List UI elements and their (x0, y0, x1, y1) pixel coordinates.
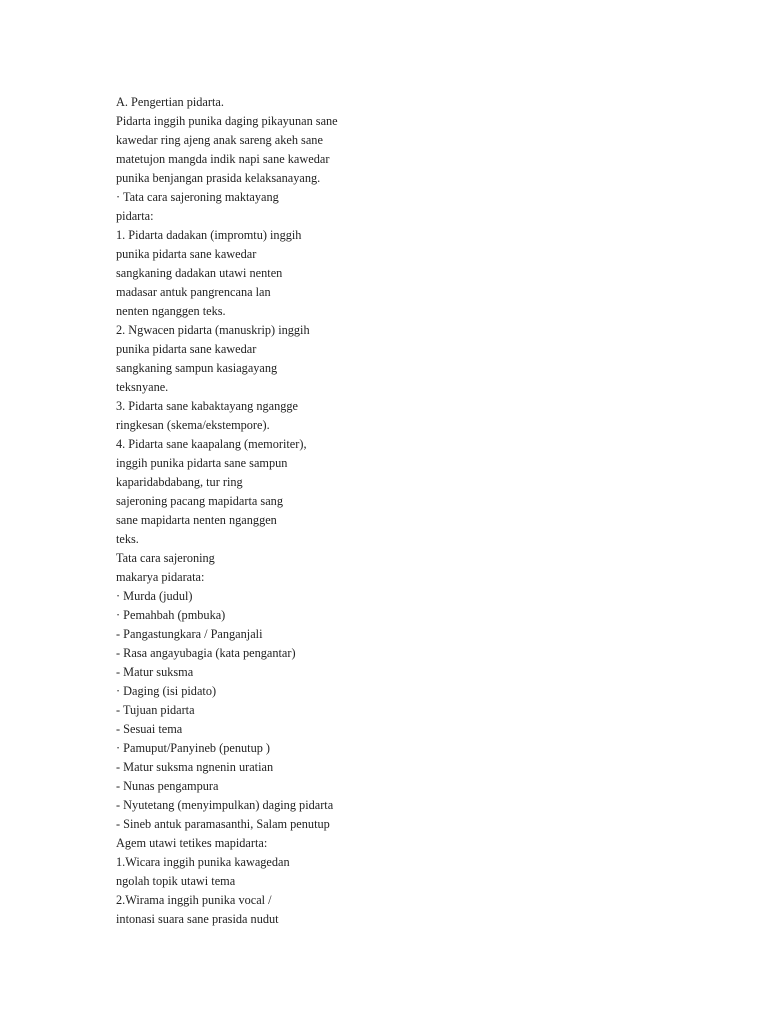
text-line: kawedar ring ajeng anak sareng akeh sane (116, 133, 323, 147)
text-line: - Sineb antuk paramasanthi, Salam penutup (116, 817, 330, 831)
text-line: sajeroning pacang mapidarta sang (116, 494, 283, 508)
text-line: sane mapidarta nenten nganggen (116, 513, 277, 527)
text-line: sangkaning dadakan utawi nenten (116, 266, 283, 280)
text-line: - Nunas pengampura (116, 779, 219, 793)
text-line: ringkesan (skema/ekstempore). (116, 418, 270, 432)
text-line: sangkaning sampun kasiagayang (116, 361, 278, 375)
text-line: A. Pengertian pidarta. (116, 95, 224, 109)
text-line: - Nyutetang (menyimpulkan) daging pidarta (116, 798, 334, 812)
text-line: inggih punika pidarta sane sampun (116, 456, 288, 470)
document-text (116, 93, 676, 929)
text-line: · Pamuput/Panyineb (penutup ) (116, 741, 271, 755)
text-line: matetujon mangda indik napi sane kawedar (116, 152, 330, 166)
text-line: kaparidabdabang, tur ring (116, 475, 243, 489)
text-line: makarya pidarata: (116, 570, 205, 584)
text-line: punika benjangan prasida kelaksanayang. (116, 171, 321, 185)
text-line: madasar antuk pangrencana lan (116, 285, 271, 299)
text-line: - Rasa angayubagia (kata pengantar) (116, 646, 296, 660)
text-line: · Pemahbah (pmbuka) (116, 608, 226, 622)
text-line: Tata cara sajeroning (116, 551, 215, 565)
text-line: teks. (116, 532, 139, 546)
text-line: Pidarta inggih punika daging pikayunan sane (116, 114, 338, 128)
text-line: · Daging (isi pidato) (116, 684, 217, 698)
text-line: - Pangastungkara / Panganjali (116, 627, 263, 641)
text-line: 4. Pidarta sane kaapalang (memoriter), (116, 437, 307, 451)
text-line: 3. Pidarta sane kabaktayang ngangge (116, 399, 298, 413)
text-line: pidarta: (116, 209, 154, 223)
text-line: 1.Wicara inggih punika kawagedan (116, 855, 290, 869)
text-line: teksnyane. (116, 380, 169, 394)
text-line: - Sesuai tema (116, 722, 183, 736)
text-line: Agem utawi tetikes mapidarta: (116, 836, 268, 850)
text-line: - Matur suksma (116, 665, 194, 679)
text-line: punika pidarta sane kawedar (116, 342, 257, 356)
text-line: 1. Pidarta dadakan (impromtu) inggih (116, 228, 302, 242)
text-line: 2. Ngwacen pidarta (manuskrip) inggih (116, 323, 310, 337)
text-line: intonasi suara sane prasida nudut (116, 912, 279, 926)
text-line: ngolah topik utawi tema (116, 874, 236, 888)
text-line: punika pidarta sane kawedar (116, 247, 257, 261)
text-line: · Tata cara sajeroning maktayang (116, 190, 279, 204)
text-line: 2.Wirama inggih punika vocal / (116, 893, 272, 907)
text-line: - Matur suksma ngnenin uratian (116, 760, 274, 774)
text-line: - Tujuan pidarta (116, 703, 195, 717)
text-line: nenten nganggen teks. (116, 304, 226, 318)
text-line: · Murda (judul) (116, 589, 193, 603)
